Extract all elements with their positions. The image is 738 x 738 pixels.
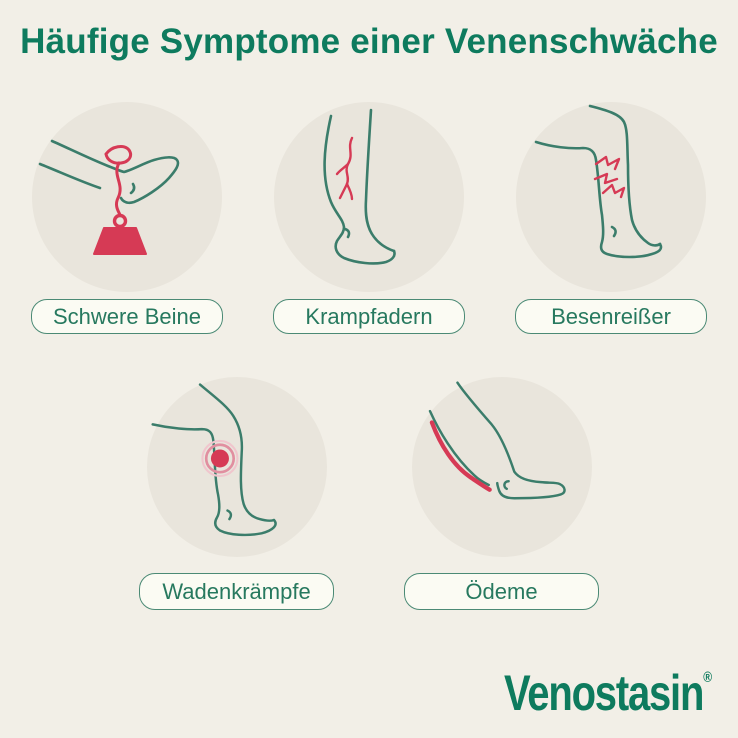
symptom-label-krampfadern: Krampfadern — [273, 299, 465, 334]
page-title: Häufige Symptome einer Venenschwäche — [20, 22, 718, 61]
leg-calf-cramp-icon — [147, 377, 327, 557]
symptom-card-schwere-beine — [31, 102, 223, 334]
symptom-label-wadenkraempfe: Wadenkrämpfe — [139, 573, 334, 610]
leg-with-weight-icon — [32, 102, 222, 292]
leg-spider-veins-icon — [516, 102, 706, 292]
symptom-card-oedeme — [404, 377, 599, 610]
symptom-label-oedeme: Ödeme — [404, 573, 599, 610]
symptom-row-bottom — [0, 377, 738, 610]
symptom-card-besenreisser — [515, 102, 707, 334]
symptom-label-besenreisser: Besenreißer — [515, 299, 707, 334]
symptom-card-wadenkraempfe — [139, 377, 334, 610]
leg-varicose-vein-icon — [274, 102, 464, 292]
symptom-row-top — [0, 102, 738, 334]
symptom-card-krampfadern — [273, 102, 465, 334]
registered-trademark-symbol: ® — [703, 669, 712, 686]
leg-swelling-icon — [412, 377, 592, 557]
brand-name: Venostasin — [503, 665, 704, 721]
brand-logo — [504, 664, 712, 722]
symptom-label-schwere-beine: Schwere Beine — [31, 299, 223, 334]
